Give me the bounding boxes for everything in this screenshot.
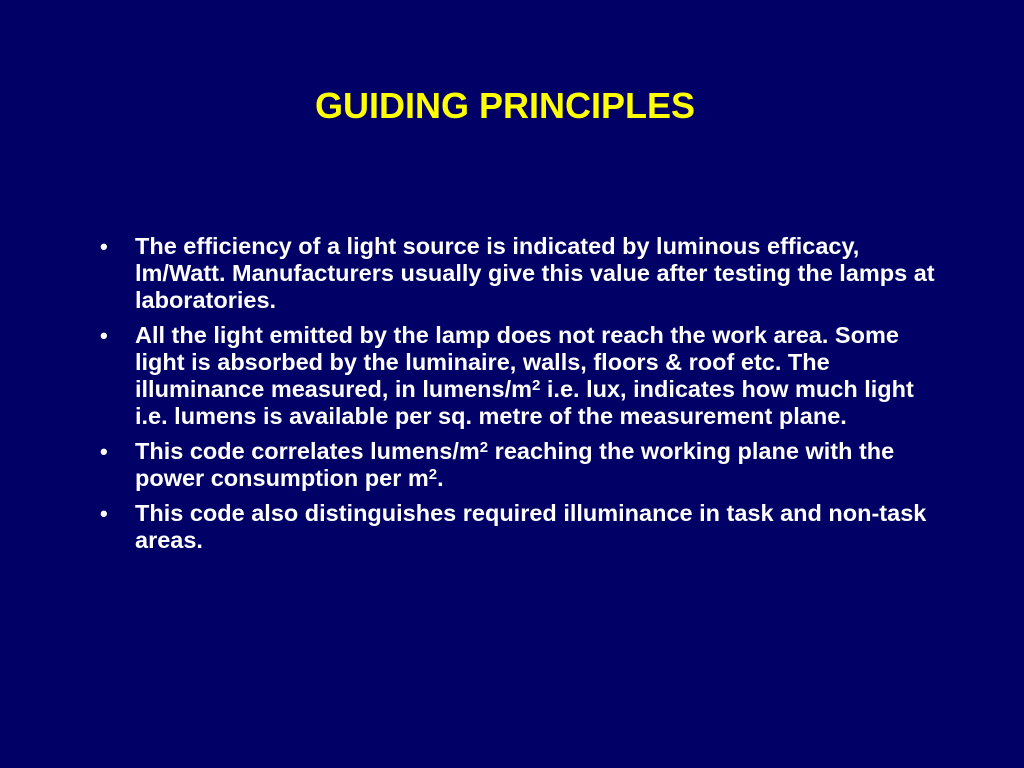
bullet-item-task-areas <box>100 500 950 554</box>
bullet-text-part: . <box>437 465 444 491</box>
bullet-icon: • <box>100 323 108 348</box>
bullet-text-part: This code correlates lumens/m <box>135 438 480 464</box>
bullet-icon: • <box>100 234 108 259</box>
bullet-item-efficacy <box>100 233 950 314</box>
slide-title: GUIDING PRINCIPLES <box>314 85 696 126</box>
superscript: 2 <box>428 466 438 483</box>
superscript: 2 <box>532 377 541 394</box>
bullet-icon: • <box>100 501 108 526</box>
bullet-text-part: reaching the working plane with the power consumption per m <box>135 438 895 491</box>
bullet-icon: • <box>100 439 108 464</box>
bullet-text: This code also distinguishes required illuminance in task and non-task areas. <box>135 500 927 553</box>
bullet-item-illuminance <box>100 322 950 430</box>
bullet-item-power-correlation <box>100 438 950 492</box>
bullet-text-part: All the light emitted by the lamp does not reach the work area. Some light is absorbed by the luminaire, walls, floors & roof etc. The illuminance measured, in lumens/m <box>135 322 899 402</box>
bullet-list <box>100 233 950 562</box>
bullet-text-part: i.e. lux, indicates how much light i.e. lumens is available per sq. metre of the measurement plane. <box>135 376 914 429</box>
superscript: 2 <box>479 439 489 456</box>
bullet-text: The efficiency of a light source is indicated by luminous efficacy, lm/Watt. Manufacturers usually give this value after testing the lamps at laboratories. <box>135 233 935 313</box>
